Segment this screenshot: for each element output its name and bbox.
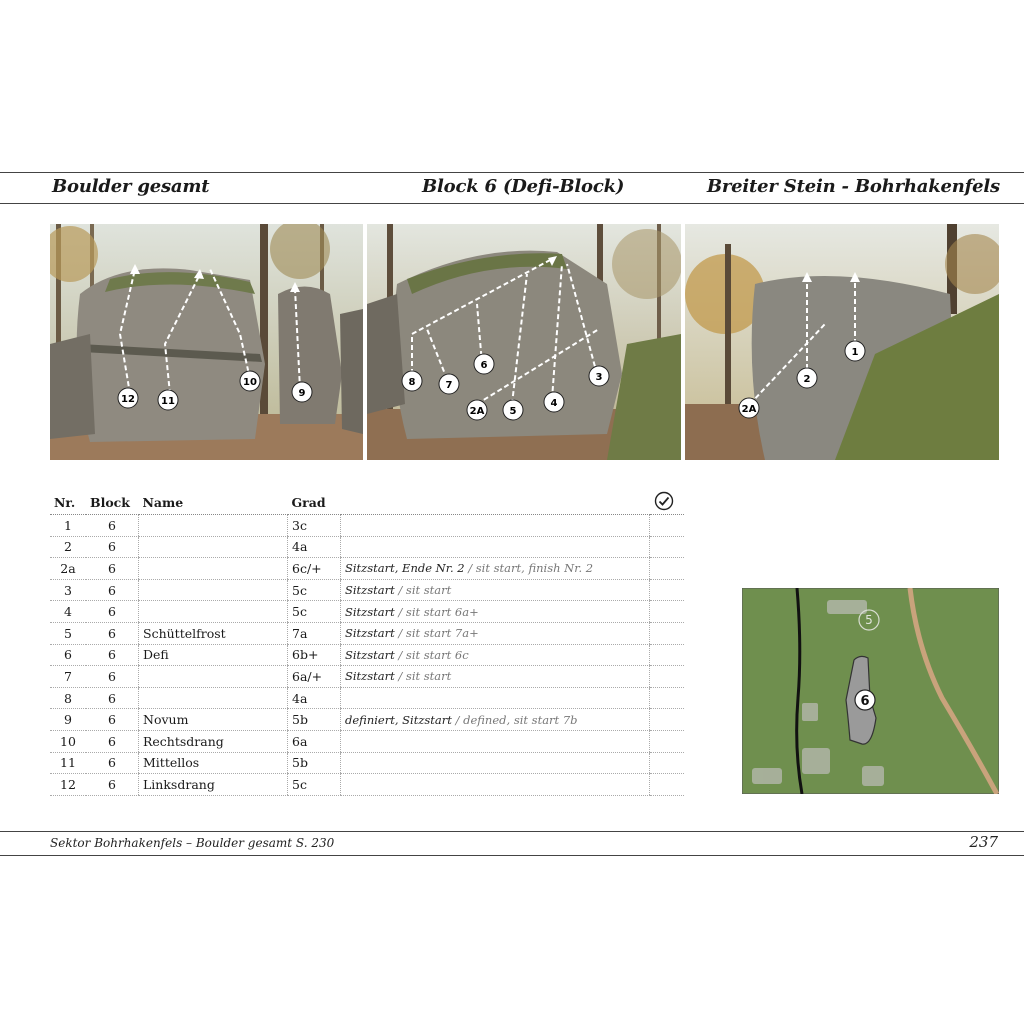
route-table bbox=[50, 490, 684, 796]
route-note-english: / defined, sit start 7b bbox=[451, 712, 578, 727]
route-label: 2 bbox=[803, 374, 811, 385]
header-top-rule bbox=[0, 172, 1024, 173]
route-block: 6 bbox=[86, 601, 139, 623]
col-header-block: Block bbox=[86, 490, 139, 515]
route-number: 11 bbox=[50, 752, 86, 774]
route-grade: 4a bbox=[288, 536, 341, 558]
table-row bbox=[50, 515, 684, 537]
route-notes bbox=[341, 730, 650, 752]
route-tick-box[interactable] bbox=[650, 666, 685, 688]
route-block: 6 bbox=[86, 579, 139, 601]
route-tick-box[interactable] bbox=[650, 730, 685, 752]
route-block: 6 bbox=[86, 515, 139, 537]
route-name: Linksdrang bbox=[139, 774, 288, 796]
route-number: 12 bbox=[50, 774, 86, 796]
route-number: 9 bbox=[50, 709, 86, 731]
table-row bbox=[50, 687, 684, 709]
route-notes bbox=[341, 601, 650, 623]
route-note-german: Sitzstart, Ende Nr. 2 bbox=[345, 561, 465, 576]
route-tick-box[interactable] bbox=[650, 601, 685, 623]
route-notes bbox=[341, 558, 650, 580]
route-number: 2 bbox=[50, 536, 86, 558]
route-notes bbox=[341, 709, 650, 731]
table-row bbox=[50, 730, 684, 752]
route-block: 6 bbox=[86, 644, 139, 666]
route-label: 1 bbox=[851, 347, 859, 358]
route-number: 8 bbox=[50, 687, 86, 709]
col-header-nr: Nr. bbox=[50, 490, 86, 515]
block-title: Block 6 (Defi-Block) bbox=[422, 176, 625, 197]
area-map bbox=[742, 588, 999, 794]
route-grade: 3c bbox=[288, 515, 341, 537]
table-row bbox=[50, 752, 684, 774]
table-header-row bbox=[50, 490, 684, 515]
footer-bottom-rule bbox=[0, 855, 1024, 856]
route-number: 4 bbox=[50, 601, 86, 623]
col-header-name: Name bbox=[139, 490, 288, 515]
route-note-english: / sit start bbox=[394, 669, 452, 684]
route-block: 6 bbox=[86, 666, 139, 688]
route-number: 10 bbox=[50, 730, 86, 752]
route-number: 7 bbox=[50, 666, 86, 688]
route-note-german: Sitzstart bbox=[345, 669, 395, 684]
route-tick-box[interactable] bbox=[650, 515, 685, 537]
route-grade: 5b bbox=[288, 752, 341, 774]
route-block: 6 bbox=[86, 730, 139, 752]
route-block: 6 bbox=[86, 622, 139, 644]
table-row bbox=[50, 622, 684, 644]
route-name bbox=[139, 666, 288, 688]
route-grade: 6a/+ bbox=[288, 666, 341, 688]
route-label: 6 bbox=[480, 360, 488, 371]
route-grade: 6c/+ bbox=[288, 558, 341, 580]
area-title: Breiter Stein - Bohrhakenfels bbox=[706, 176, 1000, 197]
table-row bbox=[50, 666, 684, 688]
route-name bbox=[139, 515, 288, 537]
checkmark-circle-icon bbox=[654, 491, 674, 511]
route-label: 12 bbox=[121, 394, 135, 405]
route-tick-box[interactable] bbox=[650, 558, 685, 580]
route-block: 6 bbox=[86, 752, 139, 774]
col-header-notes bbox=[341, 490, 650, 515]
route-note-english: / sit start, finish Nr. 2 bbox=[464, 561, 594, 576]
route-notes bbox=[341, 536, 650, 558]
route-grade: 4a bbox=[288, 687, 341, 709]
route-grade: 5c bbox=[288, 774, 341, 796]
boulder-photo-middle bbox=[367, 224, 681, 460]
route-label: 7 bbox=[445, 380, 453, 391]
route-block: 6 bbox=[86, 536, 139, 558]
route-block: 6 bbox=[86, 774, 139, 796]
boulder-photo-left bbox=[50, 224, 363, 460]
col-header-grad: Grad bbox=[288, 490, 341, 515]
route-note-english: / sit start bbox=[394, 583, 452, 598]
route-name bbox=[139, 536, 288, 558]
route-name: Schüttelfrost bbox=[139, 622, 288, 644]
route-name: Novum bbox=[139, 709, 288, 731]
table-row bbox=[50, 601, 684, 623]
route-note-english: / sit start 7a+ bbox=[394, 626, 479, 641]
route-note-english: / sit start 6c bbox=[394, 647, 469, 662]
route-number: 6 bbox=[50, 644, 86, 666]
route-number: 3 bbox=[50, 579, 86, 601]
route-tick-box[interactable] bbox=[650, 709, 685, 731]
route-label: 2A bbox=[469, 406, 485, 417]
route-notes bbox=[341, 666, 650, 688]
route-tick-box[interactable] bbox=[650, 752, 685, 774]
route-note-german: Sitzstart bbox=[345, 647, 395, 662]
table-row bbox=[50, 579, 684, 601]
route-label: 10 bbox=[243, 377, 257, 388]
route-tick-box[interactable] bbox=[650, 774, 685, 796]
route-tick-box[interactable] bbox=[650, 687, 685, 709]
route-notes bbox=[341, 515, 650, 537]
route-notes bbox=[341, 774, 650, 796]
route-name: Defi bbox=[139, 644, 288, 666]
footer-reference: Sektor Bohrhakenfels – Boulder gesamt S. 230 bbox=[50, 836, 335, 850]
table-row bbox=[50, 536, 684, 558]
route-name bbox=[139, 601, 288, 623]
route-notes bbox=[341, 687, 650, 709]
page-number: 237 bbox=[969, 833, 998, 851]
route-note-german: Sitzstart bbox=[345, 604, 395, 619]
route-name: Mittellos bbox=[139, 752, 288, 774]
table-row bbox=[50, 644, 684, 666]
table-row bbox=[50, 774, 684, 796]
route-label: 9 bbox=[298, 388, 306, 399]
route-note-german: Sitzstart bbox=[345, 583, 395, 598]
route-label: 5 bbox=[509, 406, 517, 417]
route-number: 2a bbox=[50, 558, 86, 580]
route-tick-box[interactable] bbox=[650, 622, 685, 644]
col-header-check bbox=[650, 490, 685, 515]
route-name bbox=[139, 687, 288, 709]
route-note-german: definiert, Sitzstart bbox=[345, 712, 452, 727]
route-label: 2A bbox=[741, 404, 757, 415]
route-label: 3 bbox=[595, 372, 603, 383]
route-notes bbox=[341, 579, 650, 601]
route-notes bbox=[341, 622, 650, 644]
map-block-label: 6 bbox=[860, 694, 870, 709]
route-notes bbox=[341, 752, 650, 774]
boulder-photo-right bbox=[685, 224, 999, 460]
route-note-english: / sit start 6a+ bbox=[394, 604, 479, 619]
route-notes bbox=[341, 644, 650, 666]
route-grade: 5c bbox=[288, 601, 341, 623]
map-neighbor-label: 5 bbox=[865, 613, 873, 627]
route-note-german: Sitzstart bbox=[345, 626, 395, 641]
route-label: 11 bbox=[161, 396, 175, 407]
route-grade: 7a bbox=[288, 622, 341, 644]
route-name bbox=[139, 558, 288, 580]
route-label: 4 bbox=[550, 398, 558, 409]
route-number: 1 bbox=[50, 515, 86, 537]
table-row bbox=[50, 709, 684, 731]
route-tick-box[interactable] bbox=[650, 536, 685, 558]
header-bottom-rule bbox=[0, 203, 1024, 204]
route-grade: 5c bbox=[288, 579, 341, 601]
route-tick-box[interactable] bbox=[650, 579, 685, 601]
route-grade: 6b+ bbox=[288, 644, 341, 666]
route-name bbox=[139, 579, 288, 601]
route-tick-box[interactable] bbox=[650, 644, 685, 666]
route-block: 6 bbox=[86, 709, 139, 731]
table-row bbox=[50, 558, 684, 580]
route-block: 6 bbox=[86, 558, 139, 580]
route-name: Rechtsdrang bbox=[139, 730, 288, 752]
footer-top-rule bbox=[0, 831, 1024, 832]
route-number: 5 bbox=[50, 622, 86, 644]
route-label: 8 bbox=[408, 377, 416, 388]
route-block: 6 bbox=[86, 687, 139, 709]
section-title: Boulder gesamt bbox=[52, 176, 210, 197]
route-grade: 5b bbox=[288, 709, 341, 731]
route-grade: 6a bbox=[288, 730, 341, 752]
